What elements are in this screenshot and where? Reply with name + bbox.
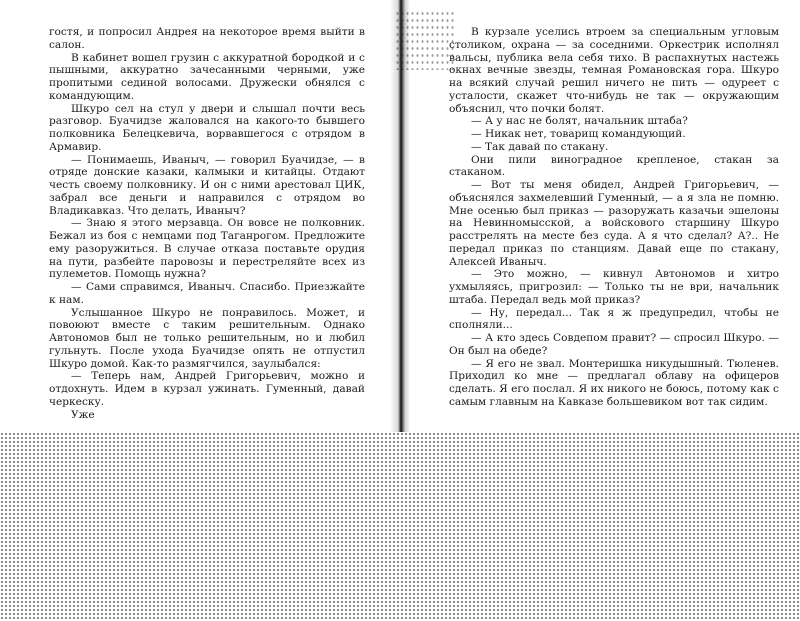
paragraph: В курзале уселись втроем за специальным угловым столиком, охрана — за соседними. Оркестрик исполнял вальсы, публика вела себя тихо. В распахнутых настежь окнах вечные звезды, темная Романовская гора. Шкуро на всякий случай решил ничего не пить — одуреет с усталости, скажет что-нибудь не так — окружающим объяснил, что почки болят. [449,26,779,115]
paragraph: — Я его не звал. Монтеришка никудышный. Тюленев. Приходил ко мне — предлагал облаву на офицеров сделать. Я его послал. Я их никого не боюсь, потому как с самым главным на Кавказе большевиком вот так сидим. [449,357,779,408]
paragraph: — А у нас не болят, начальник штаба? [471,115,688,128]
paragraph: — Понимаешь, Иваныч, — говорил Буачидзе, — в отряде донские казаки, калмыки и китайцы. Отдают честь своему полковнику. И он с ними арестовал ЦИК, забрал все деньги и направился с отрядом во Владикавказ. Что делать, Иваныч? [49,153,365,217]
paragraph: — Теперь нам, Андрей Григорьевич, можно и отдохнуть. Идем в курзал ужинать. Гуменный, давай черкеску. [49,370,365,408]
left-page [0,0,390,432]
paragraph: Шкуро сел на стул у двери и слышал почти весь разговор. Буачидзе жаловался на какого-то бывшего полковника Белецкевича, ворвавшегося с отрядом в Армавир. [49,102,365,153]
paragraph: — Ну, передал... Так я ж предупредил, чтобы не сполняли... [449,306,779,332]
dithered-overlay [0,432,800,621]
paragraph: — Вот ты меня обидел, Андрей Григорьевич, — объяснялся захмелевший Гуменный, — а я зла не помню. Мне осенью был приказ — разоружать казачьи эшелоны на Невинномысской, а войскового старшину Шкуро расстрелять на месте без суда. А я что сделал? А?.. Не передал приказ по станциям. Давай еще по стакану, Алексей Иваныч. [449,179,779,268]
right-page-text [449,26,779,409]
paragraph: Услышанное Шкуро не понравилось. Может, и повоюют вместе с таким решительным. Однако Автономов был не только решительным, но и любил гульнуть. После ухода Буачидзе опять не отпустил Шкуро домой. Как-то размягчился, заулыбался: [49,306,365,370]
paragraph: Они пили виноградное крепленое, стакан за стаканом. [449,153,779,179]
left-page-text [49,26,365,421]
paragraph: — Знаю я этого мерзавца. Он вовсе не полковник. Бежал из боя с немцами под Таганрогом. Предложите ему разоружиться. В случае отказа поставьте орудия на пути, разбейте паровозы и перестреляйте всех из пулеметов. Помощь нужна? [49,217,365,281]
paragraph: В кабинет вошел грузин с аккуратной бородкой и с пышными, аккуратно зачесанными черными, уже пропитыми сединой волосами. Дружески обнялся с командующим. [49,51,365,102]
right-page [410,0,800,432]
paragraph: Уже [71,408,95,421]
paragraph: — Так давай по стакану. [471,140,609,153]
paragraph: — А кто здесь Совдепом правит? — спросил Шкуро. — Он был на обеде? [449,332,779,357]
paragraph: — Сами справимся, Иваныч. Спасибо. Приезжайте к нам. [49,281,365,306]
paragraph: гостя, и попросил Андрея на некоторое время выйти в салон. [49,26,365,51]
paragraph: — Это можно, — кивнул Автономов и хитро ухмыляясь, пригрозил: — Только ты не ври, начальник штаба. Передал ведь мой приказ? [449,268,779,306]
paragraph: — Никак нет, товарищ командующий. [471,128,686,140]
